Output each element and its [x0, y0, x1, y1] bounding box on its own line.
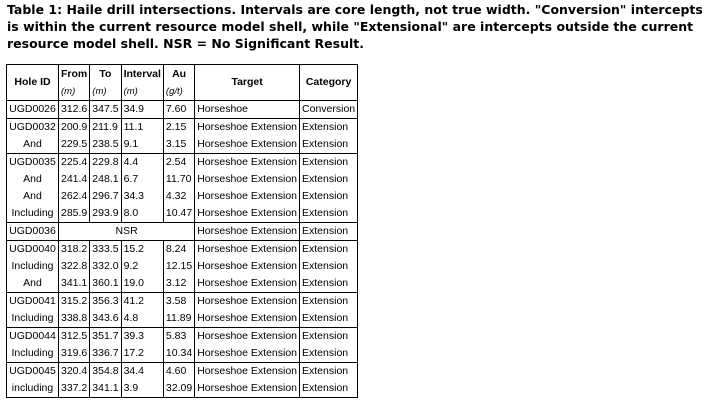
cell-to: 332.0: [90, 258, 121, 275]
cell-hole-id: UGD0036: [7, 223, 59, 241]
table-row: [7, 293, 358, 311]
header-from: From: [59, 65, 90, 85]
cell-category: Extension: [300, 258, 358, 275]
unit-au: (g/t): [163, 84, 194, 101]
cell-interval: 19.0: [121, 275, 163, 293]
cell-category: Extension: [300, 223, 358, 241]
cell-to: 333.5: [90, 241, 121, 259]
cell-target: Horseshoe Extension: [195, 119, 300, 137]
cell-target: Horseshoe Extension: [195, 328, 300, 346]
cell-au: 10.34: [163, 345, 194, 363]
drill-intersections-table: [6, 64, 358, 398]
cell-from: 312.5: [59, 328, 90, 346]
unit-interval: (m): [121, 84, 163, 101]
cell-interval: 11.1: [121, 119, 163, 137]
cell-interval: 8.0: [121, 205, 163, 223]
cell-target: Horseshoe Extension: [195, 241, 300, 259]
cell-category: Extension: [300, 363, 358, 381]
cell-hole-id: Including: [7, 205, 59, 223]
table-row: [7, 275, 358, 293]
cell-to: 211.9: [90, 119, 121, 137]
table-row: [7, 380, 358, 398]
table-row: [7, 328, 358, 346]
caption-line-1: Table 1: Haile drill intersections. Intervals are core length, not true width. "Conversion" intercepts: [7, 2, 703, 17]
table-row: [7, 205, 358, 223]
cell-interval: 15.2: [121, 241, 163, 259]
cell-to: 347.5: [90, 101, 121, 119]
cell-hole-id: UGD0032: [7, 119, 59, 137]
cell-from: 319.6: [59, 345, 90, 363]
cell-from: 200.9: [59, 119, 90, 137]
cell-au: 3.12: [163, 275, 194, 293]
table-row: [7, 363, 358, 381]
cell-hole-id: UGD0045: [7, 363, 59, 381]
cell-category: Extension: [300, 241, 358, 259]
cell-from: 322.8: [59, 258, 90, 275]
header-category: Category: [300, 65, 358, 101]
cell-from: 229.5: [59, 136, 90, 154]
cell-from: 312.6: [59, 101, 90, 119]
cell-interval: 4.8: [121, 310, 163, 328]
cell-au: 3.58: [163, 293, 194, 311]
table-row: [7, 223, 358, 241]
cell-hole-id: And: [7, 275, 59, 293]
cell-category: Extension: [300, 136, 358, 154]
cell-to: 343.6: [90, 310, 121, 328]
cell-category: Extension: [300, 154, 358, 172]
header-to: To: [90, 65, 121, 85]
cell-hole-id: Including: [7, 345, 59, 363]
header-row: [7, 65, 358, 85]
cell-interval: 6.7: [121, 171, 163, 188]
cell-to: 351.7: [90, 328, 121, 346]
cell-nsr: NSR: [59, 223, 195, 241]
cell-from: 318.2: [59, 241, 90, 259]
cell-hole-id: UGD0035: [7, 154, 59, 172]
cell-interval: 41.2: [121, 293, 163, 311]
cell-interval: 3.9: [121, 380, 163, 398]
table-row: [7, 154, 358, 172]
header-target: Target: [195, 65, 300, 101]
unit-from: (m): [59, 84, 90, 101]
cell-interval: 17.2: [121, 345, 163, 363]
cell-target: Horseshoe Extension: [195, 154, 300, 172]
cell-interval: 9.2: [121, 258, 163, 275]
cell-target: Horseshoe Extension: [195, 293, 300, 311]
header-hole-id: Hole ID: [7, 65, 59, 101]
cell-category: Extension: [300, 380, 358, 398]
cell-from: 341.1: [59, 275, 90, 293]
cell-category: Extension: [300, 275, 358, 293]
cell-au: 7.60: [163, 101, 194, 119]
cell-au: 11.89: [163, 310, 194, 328]
cell-to: 341.1: [90, 380, 121, 398]
cell-target: Horseshoe Extension: [195, 171, 300, 188]
cell-target: Horseshoe Extension: [195, 223, 300, 241]
cell-category: Extension: [300, 328, 358, 346]
cell-target: Horseshoe Extension: [195, 258, 300, 275]
cell-category: Extension: [300, 345, 358, 363]
cell-au: 10.47: [163, 205, 194, 223]
cell-hole-id: Including: [7, 310, 59, 328]
cell-hole-id: UGD0044: [7, 328, 59, 346]
cell-from: 337.2: [59, 380, 90, 398]
header-interval: Interval: [121, 65, 163, 85]
cell-interval: 34.4: [121, 363, 163, 381]
cell-interval: 4.4: [121, 154, 163, 172]
table-row: [7, 101, 358, 119]
cell-au: 12.15: [163, 258, 194, 275]
cell-interval: 39.3: [121, 328, 163, 346]
table-row: [7, 171, 358, 188]
cell-from: 262.4: [59, 188, 90, 205]
cell-to: 229.8: [90, 154, 121, 172]
cell-target: Horseshoe Extension: [195, 363, 300, 381]
cell-to: 336.7: [90, 345, 121, 363]
cell-to: 356.3: [90, 293, 121, 311]
caption-line-3: resource model shell. NSR = No Significant Result.: [7, 36, 365, 51]
cell-category: Extension: [300, 188, 358, 205]
cell-target: Horseshoe Extension: [195, 345, 300, 363]
cell-au: 8.24: [163, 241, 194, 259]
table-row: [7, 310, 358, 328]
table-caption: [7, 1, 721, 52]
cell-from: 241.4: [59, 171, 90, 188]
cell-hole-id: And: [7, 188, 59, 205]
table-row: [7, 345, 358, 363]
cell-category: Extension: [300, 293, 358, 311]
cell-to: 293.9: [90, 205, 121, 223]
table-body: [7, 101, 358, 398]
cell-hole-id: Including: [7, 258, 59, 275]
cell-au: 3.15: [163, 136, 194, 154]
cell-from: 315.2: [59, 293, 90, 311]
cell-category: Extension: [300, 310, 358, 328]
cell-target: Horseshoe Extension: [195, 380, 300, 398]
cell-to: 354.8: [90, 363, 121, 381]
table-row: [7, 136, 358, 154]
cell-au: 4.60: [163, 363, 194, 381]
cell-from: 225.4: [59, 154, 90, 172]
table-row: [7, 119, 358, 137]
cell-category: Extension: [300, 119, 358, 137]
cell-to: 238.5: [90, 136, 121, 154]
header-au: Au: [163, 65, 194, 85]
cell-to: 360.1: [90, 275, 121, 293]
unit-to: (m): [90, 84, 121, 101]
cell-category: Conversion: [300, 101, 358, 119]
cell-au: 2.54: [163, 154, 194, 172]
cell-au: 4.32: [163, 188, 194, 205]
cell-category: Extension: [300, 205, 358, 223]
cell-hole-id: including: [7, 380, 59, 398]
cell-hole-id: UGD0040: [7, 241, 59, 259]
cell-target: Horseshoe Extension: [195, 136, 300, 154]
cell-interval: 34.9: [121, 101, 163, 119]
cell-au: 32.09: [163, 380, 194, 398]
cell-from: 320.4: [59, 363, 90, 381]
cell-target: Horseshoe Extension: [195, 188, 300, 205]
cell-interval: 34.3: [121, 188, 163, 205]
cell-category: Extension: [300, 171, 358, 188]
cell-target: Horseshoe Extension: [195, 275, 300, 293]
cell-hole-id: And: [7, 171, 59, 188]
cell-target: Horseshoe Extension: [195, 205, 300, 223]
cell-target: Horseshoe Extension: [195, 310, 300, 328]
table-row: [7, 241, 358, 259]
cell-hole-id: UGD0026: [7, 101, 59, 119]
caption-line-2: is within the current resource model shell, while "Extensional" are intercepts outside the current: [7, 19, 694, 34]
cell-hole-id: UGD0041: [7, 293, 59, 311]
cell-interval: 9.1: [121, 136, 163, 154]
table-row: [7, 258, 358, 275]
table-row: [7, 188, 358, 205]
cell-hole-id: And: [7, 136, 59, 154]
cell-au: 2.15: [163, 119, 194, 137]
cell-target: Horseshoe: [195, 101, 300, 119]
cell-au: 11.70: [163, 171, 194, 188]
cell-to: 248.1: [90, 171, 121, 188]
cell-au: 5.83: [163, 328, 194, 346]
cell-to: 296.7: [90, 188, 121, 205]
cell-from: 338.8: [59, 310, 90, 328]
cell-from: 285.9: [59, 205, 90, 223]
